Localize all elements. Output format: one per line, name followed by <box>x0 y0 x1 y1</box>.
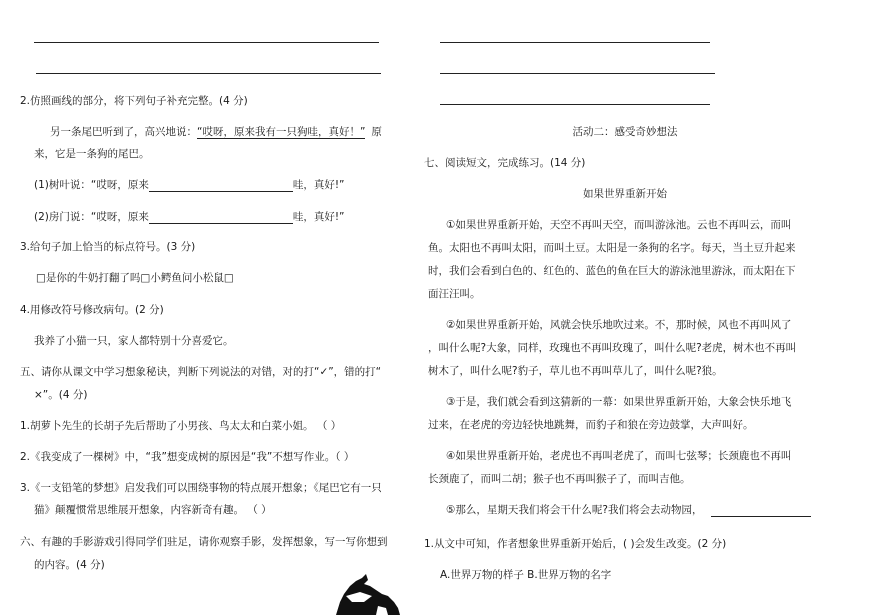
passage-p3-line1: ③于是，我们就会看到这猜新的一幕：如果世界重新开始，大象会快乐地飞 <box>446 396 792 408</box>
q2-underlined-quote: “哎呀，原来我有一只狗哇，真好！” <box>197 126 366 138</box>
q2-title: 2.仿照画线的部分，将下列句子补充完整。(4 分) <box>20 95 248 107</box>
q2-item-1-suffix: 哇，真好!” <box>292 179 345 191</box>
q2-item-2-blank[interactable] <box>149 211 293 224</box>
passage-title: 如果世界重新开始 <box>583 188 667 200</box>
passage-p1-line4: 面汪汪叫。 <box>428 288 481 300</box>
q2-item-1-blank[interactable] <box>149 179 293 192</box>
passage-p1-line1: ①如果世界重新开始，天空不再叫天空，而叫游泳池。云也不再叫云，而叫 <box>446 219 792 231</box>
section5-heading-line1: 五、请你从课文中学习想象秘诀，判断下列说法的对错，对的打“✓”，错的打“ <box>20 366 382 378</box>
s5-statement-3b: 猫》颠覆惯常思维展开想象，内容新奇有趣。 （ ） <box>34 504 272 516</box>
answer-line-top-2 <box>36 73 381 74</box>
q3-sentence: □是你的牛奶打翻了吗□小鳄鱼问小松鼠□ <box>36 272 234 284</box>
hand-shadow-icon <box>326 572 402 615</box>
q2-passage-line2: 来，它是一条狗的尾巴。 <box>34 148 150 160</box>
question-1-options: A.世界万物的样子 B.世界万物的名字 <box>440 569 612 581</box>
q2-item-2 <box>34 210 344 224</box>
s5-statement-3a: 3.《一支铅笔的梦想》启发我们可以围绕事物的特点展开想象；《尾巴它有一只 <box>20 482 382 494</box>
passage-p5-line1 <box>446 503 811 517</box>
s5-statement-2: 2.《我变成了一棵树》中，“我”想变成树的原因是“我”不想写作业。（ ） <box>20 451 355 463</box>
answer-line-right-2 <box>440 73 715 74</box>
q2-item-1-prefix: (1)树叶说：“哎呀，原来 <box>34 179 149 191</box>
passage-p5-text: ⑤那么，星期天我们将会干什么呢?我们将会去动物园， <box>446 504 703 516</box>
q2-item-2-suffix: 哇，真好!” <box>292 211 345 223</box>
q2-passage-end: 原 <box>371 126 382 138</box>
q2-item-1 <box>34 178 344 192</box>
section6-heading-line1: 六、有趣的手影游戏引得同学们驻足，请你观察手影，发挥想象，写一写你想到 <box>20 536 388 548</box>
activity2-title: 活动二：感受奇妙想法 <box>572 126 678 138</box>
passage-p2-line3: 树木了，叫什么呢?豹子，草儿也不再叫草儿了，叫什么呢?狼。 <box>428 365 723 377</box>
passage-p3-line2: 过来，在老虎的旁边轻快地跳舞，而豹子和狼在旁边鼓掌，大声叫好。 <box>428 419 754 431</box>
section6-heading-line2: 的内容。(4 分) <box>34 559 105 571</box>
passage-p4-line1: ④如果世界重新开始，老虎也不再叫老虎了，而叫七弦琴；长颈鹿也不再叫 <box>446 450 792 462</box>
passage-p2-line1: ②如果世界重新开始，风就会快乐地吹过来。不，那时候，风也不再叫风了 <box>446 319 792 331</box>
q2-passage-line1 <box>50 125 382 139</box>
q4-title: 4.用修改符号修改病句。(2 分) <box>20 304 164 316</box>
q2-passage-text: 另一条尾巴听到了，高兴地说： <box>50 126 197 138</box>
s5-statement-1: 1.胡萝卜先生的长胡子先后帮助了小男孩、鸟太太和白菜小姐。 （ ） <box>20 420 342 432</box>
q3-title: 3.给句子加上恰当的标点符号。(3 分) <box>20 241 196 253</box>
section5-heading-line2: ×”。(4 分) <box>34 389 88 401</box>
section7-heading: 七、阅读短文，完成练习。(14 分) <box>424 157 586 169</box>
q4-sentence: 我养了小猫一只，家人都特别十分喜爱它。 <box>34 335 234 347</box>
passage-p1-line3: 时，我们会看到白色的、红色的、蓝色的鱼在巨大的游泳池里游泳，而太阳在下 <box>428 265 796 277</box>
answer-line-right-1 <box>440 42 710 43</box>
answer-line-top-1 <box>34 42 379 43</box>
passage-p4-line2: 长颈鹿了，而叫二胡；猴子也不再叫猴子了，而叫吉他。 <box>428 473 691 485</box>
q2-item-2-prefix: (2)房门说：“哎呀，原来 <box>34 211 149 223</box>
passage-p2-line2: ，叫什么呢?大象，同样，玫瑰也不再叫玫瑰了，叫什么呢?老虎，树木也不再叫 <box>428 342 797 354</box>
passage-p5-blank[interactable] <box>711 504 811 517</box>
answer-line-right-3 <box>440 104 710 105</box>
question-1: 1.从文中可知，作者想象世界重新开始后，( )会发生改变。(2 分) <box>424 538 727 550</box>
passage-p1-line2: 鱼。太阳也不再叫太阳，而叫土豆。太阳是一条狗的名字。每天，当土豆升起来 <box>428 242 796 254</box>
